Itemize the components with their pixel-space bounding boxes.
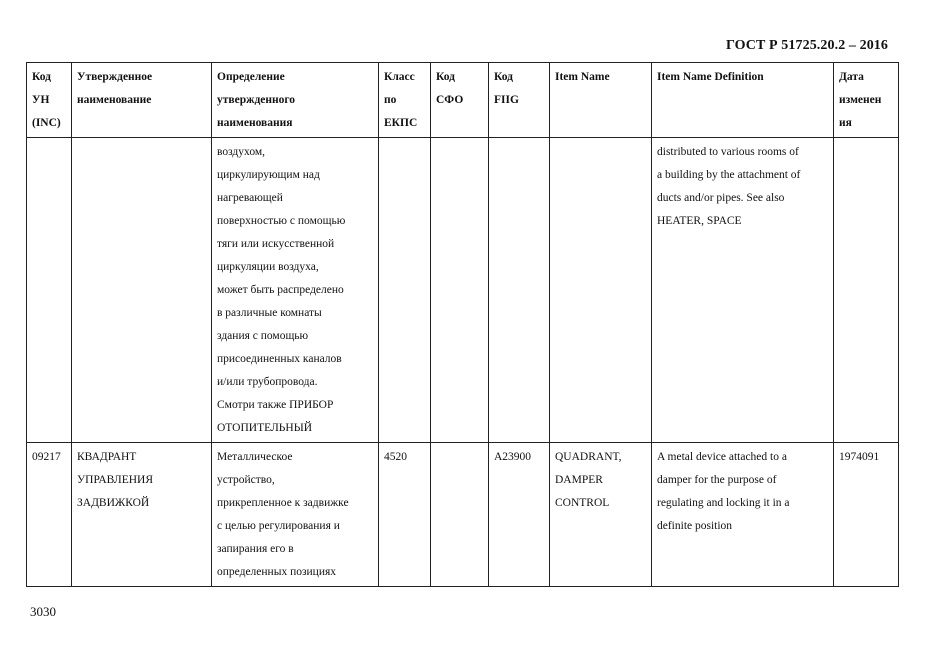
cell-item-name: QUADRANT, DAMPER CONTROL [550,443,652,587]
catalog-table [26,62,899,587]
document-standard-header: ГОСТ Р 51725.20.2 – 2016 [725,38,888,53]
col-header-approved-name: Утвержденное наименование [72,63,212,138]
col-header-inc: Код УН (INC) [27,63,72,138]
col-header-sfo-code: Код СФО [431,63,489,138]
cell-change-date [834,138,899,443]
cell-inc: 09217 [27,443,72,587]
cell-definition: Металлическое устройство, прикрепленное к задвижке с целью регулирования и запирания его в определенных позициях [212,443,379,587]
col-header-fiig-code: Код FIIG [489,63,550,138]
table-row [27,443,899,587]
cell-change-date: 1974091 [834,443,899,587]
page-number: 3030 [30,604,56,619]
col-header-ekps-class: Класс по ЕКПС [379,63,431,138]
table-header-row [27,63,899,138]
cell-sfo-code [431,443,489,587]
cell-item-name [550,138,652,443]
col-header-item-name-definition: Item Name Definition [652,63,834,138]
cell-fiig-code: A23900 [489,443,550,587]
cell-sfo-code [431,138,489,443]
cell-item-name-definition: distributed to various rooms of a building by the attachment of ducts and/or pipes. See also HEATER, SPACE [652,138,834,443]
table-row [27,138,899,443]
col-header-change-date: Дата изменен ия [834,63,899,138]
col-header-item-name: Item Name [550,63,652,138]
cell-definition: воздухом, циркулирующим над нагревающей поверхностью с помощью тяги или искусственной циркуляции воздуха, может быть распределено в различные комнаты здания с помощью присоединенных каналов и/или трубопровода. Смотри также ПРИБОР ОТОПИТЕЛЬНЫЙ [212,138,379,443]
col-header-definition: Определение утвержденного наименования [212,63,379,138]
cell-approved-name: КВАДРАНТ УПРАВЛЕНИЯ ЗАДВИЖКОЙ [72,443,212,587]
cell-item-name-definition: A metal device attached to a damper for the purpose of regulating and locking it in a definite position [652,443,834,587]
cell-inc [27,138,72,443]
cell-ekps-class: 4520 [379,443,431,587]
cell-fiig-code [489,138,550,443]
cell-approved-name [72,138,212,443]
cell-ekps-class [379,138,431,443]
